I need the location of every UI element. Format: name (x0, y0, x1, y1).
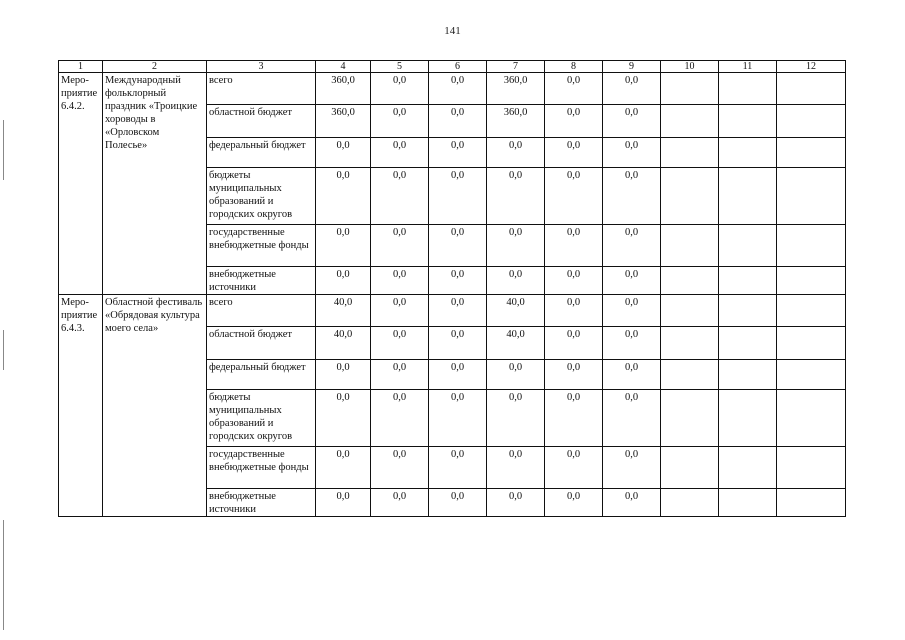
empty-cell (719, 447, 777, 489)
header-cell: 4 (316, 61, 371, 73)
empty-cell (719, 73, 777, 105)
activity-code: Меро- приятие 6.4.2. (59, 73, 103, 295)
amount-cell: 0,0 (371, 73, 429, 105)
amount-cell: 0,0 (545, 168, 603, 225)
amount-cell: 0,0 (603, 327, 661, 360)
amount-cell: 0,0 (603, 168, 661, 225)
amount-cell: 0,0 (545, 225, 603, 267)
funding-source: всего (207, 295, 316, 327)
amount-cell: 0,0 (487, 447, 545, 489)
amount-cell: 360,0 (316, 73, 371, 105)
header-cell: 3 (207, 61, 316, 73)
amount-cell: 0,0 (371, 295, 429, 327)
amount-cell: 0,0 (429, 360, 487, 390)
amount-cell: 0,0 (487, 360, 545, 390)
empty-cell (777, 138, 846, 168)
empty-cell (719, 295, 777, 327)
activity-title: Областной фестиваль «Обрядовая культура моего села» (103, 295, 207, 517)
empty-cell (777, 327, 846, 360)
amount-cell: 0,0 (429, 267, 487, 295)
amount-cell: 360,0 (487, 105, 545, 138)
amount-cell: 0,0 (429, 168, 487, 225)
empty-cell (661, 360, 719, 390)
scan-edge-mark (3, 120, 4, 180)
amount-cell: 0,0 (545, 73, 603, 105)
header-row (59, 61, 846, 73)
empty-cell (719, 360, 777, 390)
amount-cell: 0,0 (371, 168, 429, 225)
amount-cell: 0,0 (371, 267, 429, 295)
funding-source: государственные внебюджетные фонды (207, 447, 316, 489)
table-row (59, 73, 846, 105)
amount-cell: 0,0 (429, 73, 487, 105)
amount-cell: 0,0 (603, 225, 661, 267)
amount-cell: 0,0 (603, 447, 661, 489)
amount-cell: 0,0 (487, 390, 545, 447)
empty-cell (777, 168, 846, 225)
amount-cell: 0,0 (316, 489, 371, 517)
amount-cell: 0,0 (429, 489, 487, 517)
empty-cell (777, 390, 846, 447)
empty-cell (719, 267, 777, 295)
empty-cell (661, 225, 719, 267)
empty-cell (661, 447, 719, 489)
amount-cell: 0,0 (545, 138, 603, 168)
empty-cell (661, 168, 719, 225)
amount-cell: 0,0 (429, 447, 487, 489)
amount-cell: 0,0 (603, 105, 661, 138)
amount-cell: 0,0 (429, 138, 487, 168)
empty-cell (719, 168, 777, 225)
amount-cell: 0,0 (545, 105, 603, 138)
header-cell: 8 (545, 61, 603, 73)
empty-cell (661, 267, 719, 295)
empty-cell (777, 73, 846, 105)
header-cell: 12 (777, 61, 846, 73)
amount-cell: 0,0 (603, 73, 661, 105)
amount-cell: 0,0 (603, 390, 661, 447)
activity-title: Международный фольклорный праздник «Троицкие хороводы в «Орловском Полесье» (103, 73, 207, 295)
amount-cell: 0,0 (371, 360, 429, 390)
amount-cell: 0,0 (371, 327, 429, 360)
empty-cell (719, 138, 777, 168)
amount-cell: 360,0 (316, 105, 371, 138)
amount-cell: 40,0 (487, 327, 545, 360)
amount-cell: 0,0 (316, 447, 371, 489)
empty-cell (719, 327, 777, 360)
amount-cell: 0,0 (487, 489, 545, 517)
empty-cell (777, 267, 846, 295)
empty-cell (661, 489, 719, 517)
empty-cell (719, 105, 777, 138)
amount-cell: 0,0 (371, 489, 429, 517)
funding-source: внебюджетные источники (207, 267, 316, 295)
amount-cell: 0,0 (545, 360, 603, 390)
funding-source: внебюджетные источники (207, 489, 316, 517)
amount-cell: 0,0 (545, 447, 603, 489)
amount-cell: 0,0 (429, 105, 487, 138)
budget-table (58, 60, 846, 517)
activity-code: Меро- приятие 6.4.3. (59, 295, 103, 517)
amount-cell: 0,0 (429, 295, 487, 327)
empty-cell (719, 390, 777, 447)
empty-cell (777, 360, 846, 390)
amount-cell: 0,0 (429, 327, 487, 360)
funding-source: бюджеты муниципальных образований и городских округов (207, 390, 316, 447)
header-cell: 11 (719, 61, 777, 73)
amount-cell: 0,0 (545, 327, 603, 360)
header-cell: 7 (487, 61, 545, 73)
header-cell: 1 (59, 61, 103, 73)
empty-cell (777, 295, 846, 327)
amount-cell: 0,0 (316, 267, 371, 295)
funding-source: областной бюджет (207, 327, 316, 360)
header-cell: 10 (661, 61, 719, 73)
amount-cell: 0,0 (371, 447, 429, 489)
amount-cell: 0,0 (603, 267, 661, 295)
amount-cell: 0,0 (603, 489, 661, 517)
empty-cell (661, 390, 719, 447)
amount-cell: 0,0 (316, 390, 371, 447)
header-cell: 2 (103, 61, 207, 73)
amount-cell: 0,0 (603, 360, 661, 390)
header-cell: 5 (371, 61, 429, 73)
amount-cell: 0,0 (316, 360, 371, 390)
empty-cell (777, 105, 846, 138)
amount-cell: 40,0 (487, 295, 545, 327)
amount-cell: 0,0 (371, 138, 429, 168)
funding-source: государственные внебюджетные фонды (207, 225, 316, 267)
scan-edge-mark (3, 330, 4, 370)
amount-cell: 0,0 (429, 390, 487, 447)
amount-cell: 0,0 (371, 105, 429, 138)
funding-source: всего (207, 73, 316, 105)
amount-cell: 40,0 (316, 295, 371, 327)
amount-cell: 0,0 (545, 295, 603, 327)
amount-cell: 0,0 (316, 138, 371, 168)
funding-source: областной бюджет (207, 105, 316, 138)
amount-cell: 0,0 (545, 267, 603, 295)
amount-cell: 0,0 (316, 168, 371, 225)
amount-cell: 0,0 (487, 168, 545, 225)
table-row (59, 295, 846, 327)
empty-cell (661, 295, 719, 327)
amount-cell: 40,0 (316, 327, 371, 360)
funding-source: федеральный бюджет (207, 360, 316, 390)
amount-cell: 0,0 (371, 225, 429, 267)
amount-cell: 0,0 (545, 489, 603, 517)
header-cell: 6 (429, 61, 487, 73)
amount-cell: 360,0 (487, 73, 545, 105)
page-number: 141 (444, 25, 461, 37)
funding-source: федеральный бюджет (207, 138, 316, 168)
amount-cell: 0,0 (316, 225, 371, 267)
amount-cell: 0,0 (487, 138, 545, 168)
amount-cell: 0,0 (603, 138, 661, 168)
empty-cell (719, 489, 777, 517)
empty-cell (661, 327, 719, 360)
amount-cell: 0,0 (371, 390, 429, 447)
header-cell: 9 (603, 61, 661, 73)
amount-cell: 0,0 (487, 267, 545, 295)
amount-cell: 0,0 (545, 390, 603, 447)
scan-edge-mark (3, 520, 4, 630)
empty-cell (661, 105, 719, 138)
empty-cell (719, 225, 777, 267)
empty-cell (777, 225, 846, 267)
amount-cell: 0,0 (487, 225, 545, 267)
empty-cell (777, 447, 846, 489)
empty-cell (777, 489, 846, 517)
amount-cell: 0,0 (429, 225, 487, 267)
empty-cell (661, 73, 719, 105)
empty-cell (661, 138, 719, 168)
amount-cell: 0,0 (603, 295, 661, 327)
funding-source: бюджеты муниципальных образований и городских округов (207, 168, 316, 225)
